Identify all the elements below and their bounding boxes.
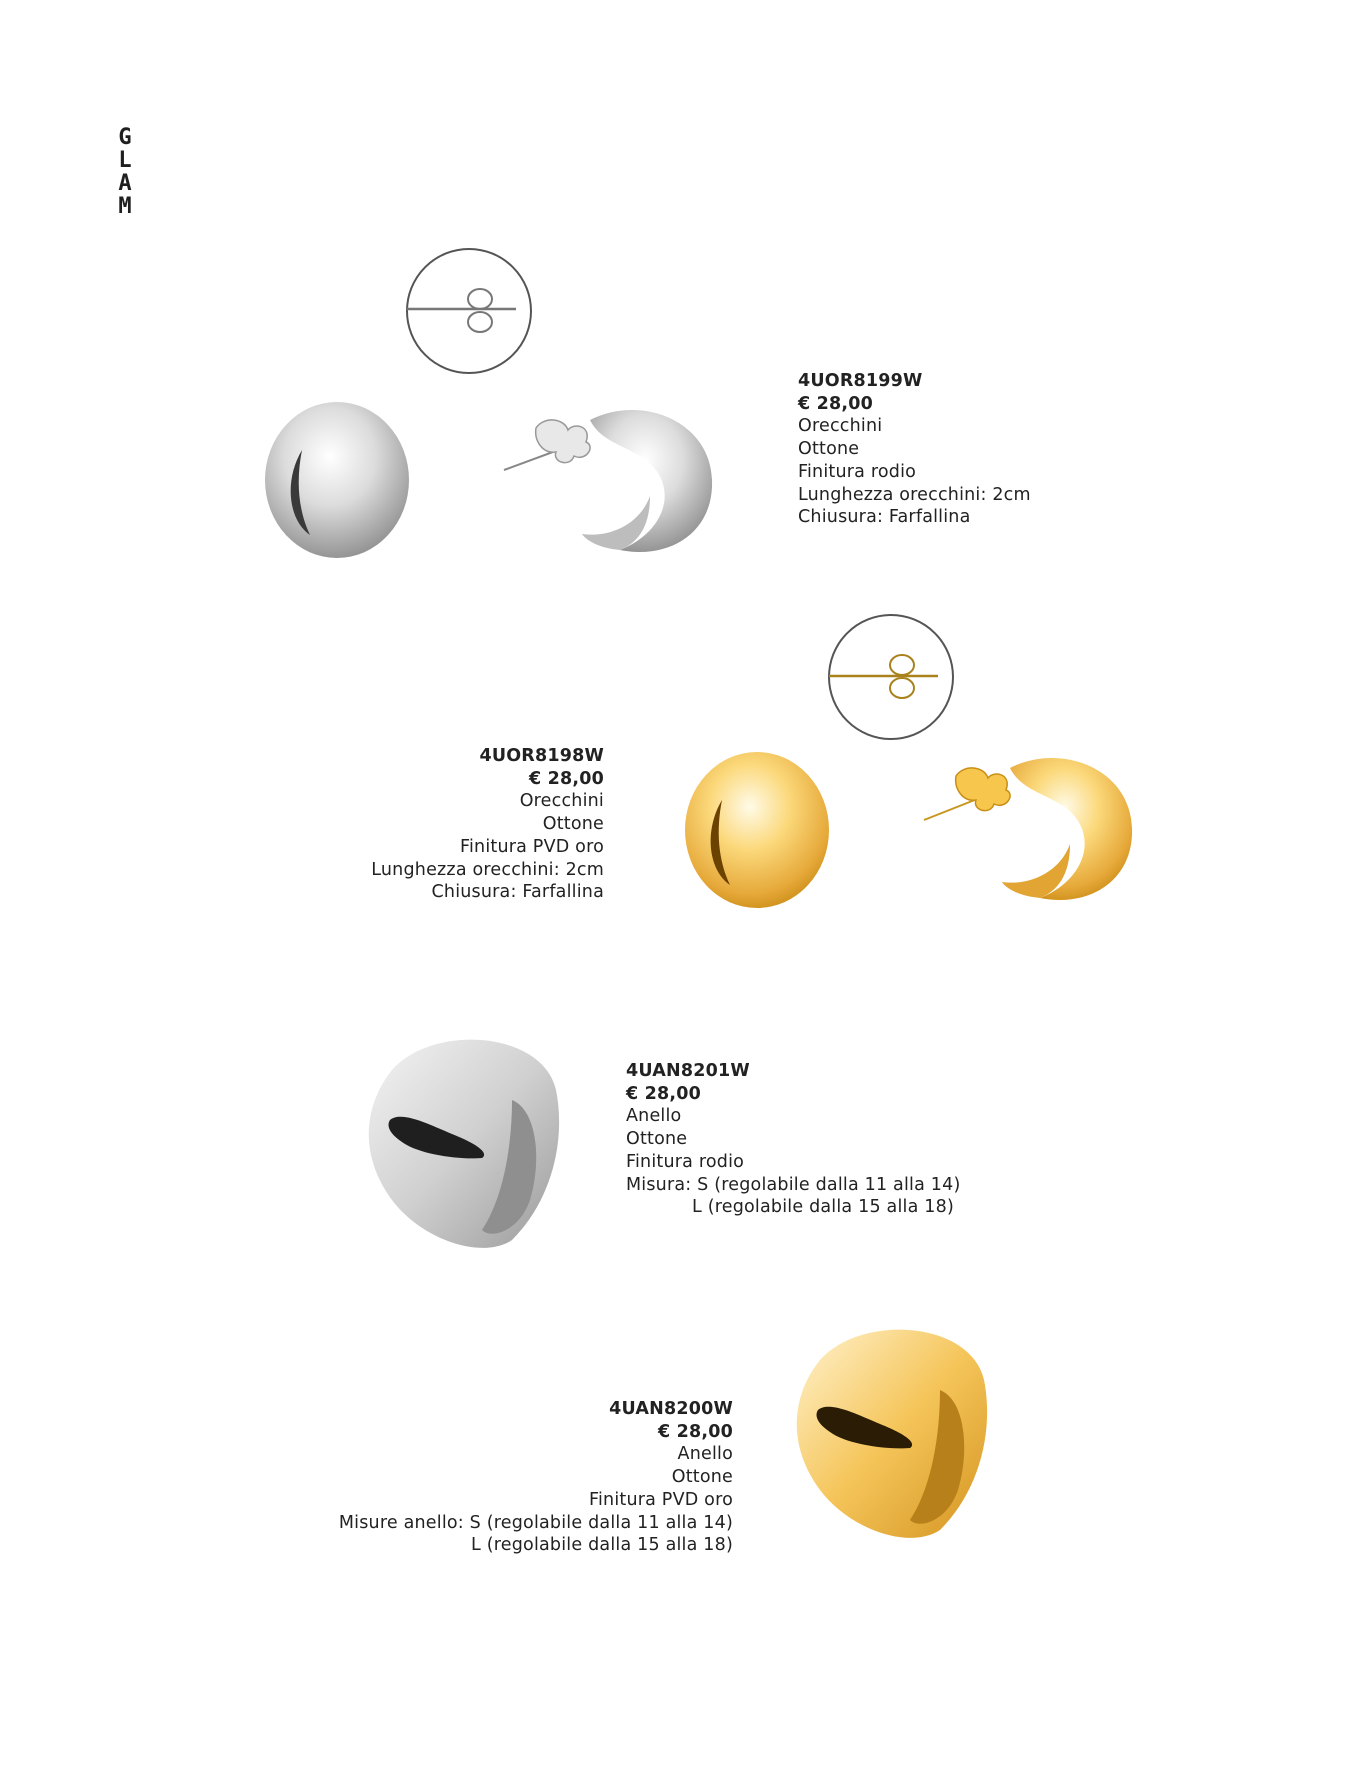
brand-letter: A <box>118 171 132 196</box>
product-type: Orecchini <box>798 416 883 437</box>
product-info-4UAN8200W <box>339 1398 733 1557</box>
product-size-s: Misura: S (regolabile dalla 11 alla 14) <box>626 1174 961 1195</box>
brand-letter: G <box>118 125 132 150</box>
product-length: Lunghezza orecchini: 2cm <box>798 484 1031 505</box>
stud-earring-silver-icon <box>262 400 412 560</box>
product-finish: Finitura rodio <box>626 1151 745 1172</box>
product-type: Anello <box>677 1444 733 1465</box>
hoop-earring-silver-icon <box>500 400 720 560</box>
product-type: Orecchini <box>519 791 604 812</box>
hoop-earring-gold-icon <box>920 748 1140 908</box>
product-code: 4UOR8198W <box>479 746 604 766</box>
product-info-4UOR8199W <box>798 370 1031 529</box>
product-price: € 28,00 <box>528 768 604 789</box>
product-code: 4UAN8201W <box>626 1061 750 1081</box>
product-finish: Finitura rodio <box>798 461 917 482</box>
closure-detail-circle <box>404 246 534 376</box>
brand-letter: M <box>118 194 132 219</box>
product-type: Anello <box>626 1106 682 1127</box>
product-code: 4UAN8200W <box>609 1399 733 1419</box>
ring-gold-icon <box>790 1320 990 1540</box>
product-length: Lunghezza orecchini: 2cm <box>371 859 604 880</box>
product-info-4UOR8198W <box>371 745 604 904</box>
closure-detail-circle <box>826 612 956 742</box>
product-price: € 28,00 <box>626 1083 702 1104</box>
product-closure: Chiusura: Farfallina <box>798 507 971 528</box>
product-material: Ottone <box>798 439 860 460</box>
brand-letter: L <box>118 148 132 173</box>
product-info-4UAN8201W <box>626 1060 961 1219</box>
product-size-l: L (regolabile dalla 15 alla 18) <box>471 1535 733 1556</box>
product-size-l: L (regolabile dalla 15 alla 18) <box>692 1197 954 1218</box>
product-code: 4UOR8199W <box>798 371 923 391</box>
product-price: € 28,00 <box>657 1421 733 1442</box>
product-size-s: Misure anello: S (regolabile dalla 11 alla 14) <box>338 1512 733 1533</box>
ring-silver-icon <box>362 1030 562 1250</box>
product-price: € 28,00 <box>798 393 874 414</box>
product-finish: Finitura PVD oro <box>459 836 604 857</box>
product-material: Ottone <box>626 1129 688 1150</box>
stud-earring-gold-icon <box>682 750 832 910</box>
product-finish: Finitura PVD oro <box>588 1489 733 1510</box>
product-material: Ottone <box>671 1467 733 1488</box>
product-closure: Chiusura: Farfallina <box>431 882 604 903</box>
product-material: Ottone <box>542 814 604 835</box>
brand-logo <box>114 126 136 218</box>
